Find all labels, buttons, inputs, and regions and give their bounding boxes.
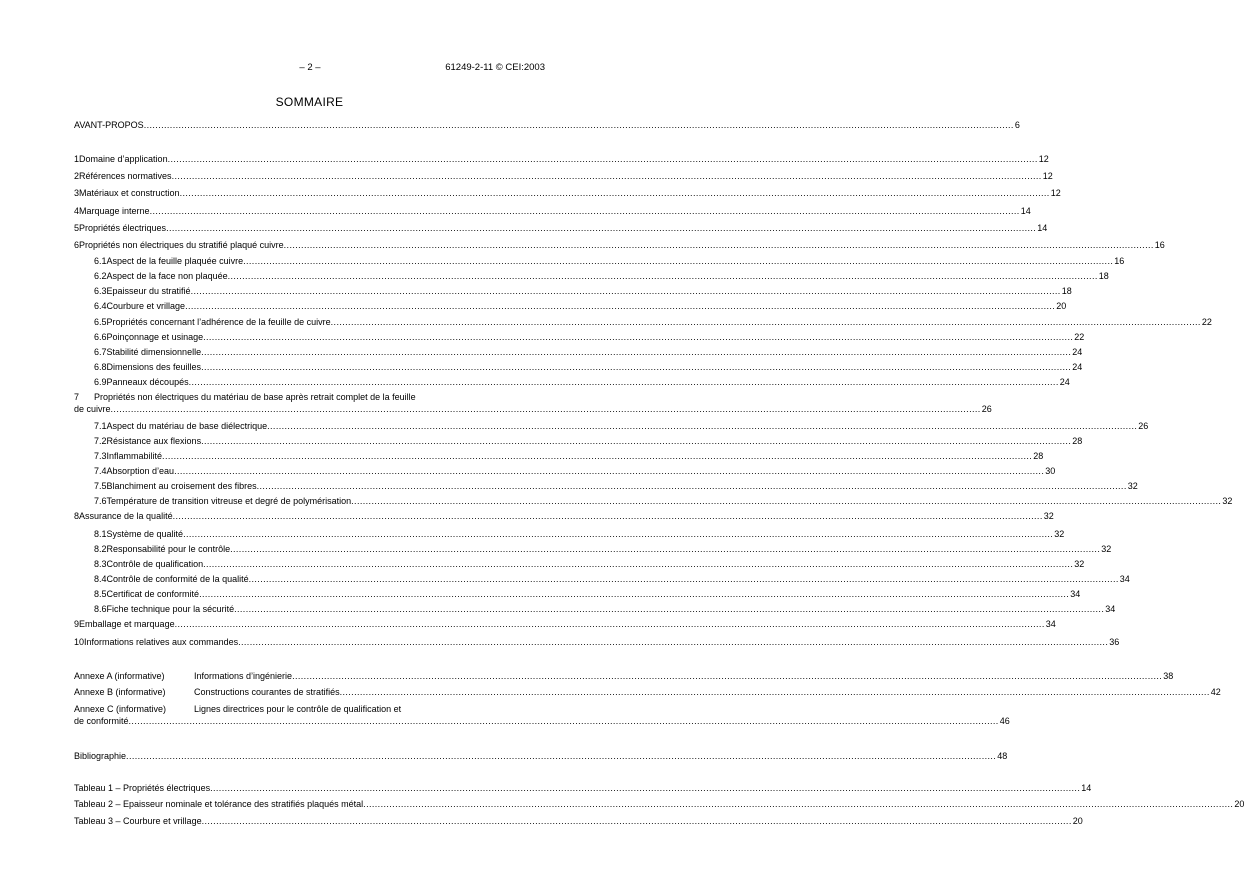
leader-dots: ............................................................................................................................................................................................................................................................................................................: [283, 240, 1154, 250]
toc-subentry[interactable]: 6.4 Courbure et vrillage ............................................................................................................................................................................................................................................................................................................ 20: [94, 301, 1067, 311]
toc-entry[interactable]: 9 Emballage et marquage ............................................................................................................................................................................................................................................................................................................ 34: [74, 619, 1056, 629]
toc-subentry[interactable]: 7.6 Température de transition vitreuse et degré de polymérisation ............................................................................................................................................................................................................................................................................................................ 32: [94, 496, 1233, 506]
toc-entry[interactable]: 2 Références normatives ............................................................................................................................................................................................................................................................................................................ 12: [74, 171, 1053, 181]
leader-dots: ............................................................................................................................................................................................................................................................................................................: [190, 286, 1061, 296]
toc-subentry[interactable]: 6.9 Panneaux découpés ............................................................................................................................................................................................................................................................................................................ 24: [94, 377, 1070, 387]
leader-dots: ............................................................................................................................................................................................................................................................................................................: [256, 481, 1127, 491]
leader-dots: ............................................................................................................................................................................................................................................................................................................: [183, 529, 1054, 539]
leader-dots: ............................................................................................................................................................................................................................................................................................................: [149, 206, 1020, 216]
document-reference: 61249-2-11 © CEI:2003: [445, 62, 545, 73]
toc-subentry[interactable]: 8.3 Contrôle de qualification ............................................................................................................................................................................................................................................................................................................ 32: [94, 559, 1085, 569]
toc-bibliography[interactable]: Bibliographie ............................................................................................................................................................................................................................................................................................................ 48: [74, 751, 1008, 761]
leader-dots: ............................................................................................................................................................................................................................................................................................................: [172, 511, 1043, 521]
toc-entry[interactable]: 3 Matériaux et construction ............................................................................................................................................................................................................................................................................................................ 12: [74, 188, 1061, 198]
toc-subentry[interactable]: 6.2 Aspect de la face non plaquée ............................................................................................................................................................................................................................................................................................................ 18: [94, 271, 1109, 281]
toc-subentry[interactable]: 8.6 Fiche technique pour la sécurité ............................................................................................................................................................................................................................................................................................................ 34: [94, 604, 1116, 614]
toc-table[interactable]: Tableau 2 – Epaisseur nominale et tolérance des stratifiés plaqués métal ............................................................................................................................................................................................................................................................................................................ 20: [74, 799, 1244, 809]
toc-entry-line1[interactable]: 7 Propriétés non électriques du matériau de base après retrait complet de la feuille: [74, 392, 416, 402]
leader-dots: ............................................................................................................................................................................................................................................................................................................: [243, 256, 1114, 266]
toc-subentry[interactable]: 6.3 Epaisseur du stratifié ............................................................................................................................................................................................................................................................................................................ 18: [94, 286, 1072, 296]
toc-subentry[interactable]: 8.1 Système de qualité ............................................................................................................................................................................................................................................................................................................ 32: [94, 529, 1065, 539]
toc-page: 6: [1014, 120, 1020, 130]
leader-dots: ............................................................................................................................................................................................................................................................................................................: [128, 716, 999, 726]
leader-dots: ............................................................................................................................................................................................................................................................................................................: [162, 451, 1033, 461]
leader-dots: ............................................................................................................................................................................................................................................................................................................: [199, 589, 1070, 599]
leader-dots: ............................................................................................................................................................................................................................................................................................................: [203, 332, 1074, 342]
toc-entry[interactable]: 8 Assurance de la qualité ............................................................................................................................................................................................................................................................................................................ 32: [74, 511, 1054, 521]
toc-subentry[interactable]: 6.7 Stabilité dimensionnelle ............................................................................................................................................................................................................................................................................................................ 24: [94, 347, 1083, 357]
page-title: SOMMAIRE: [275, 95, 344, 109]
leader-dots: ............................................................................................................................................................................................................................................................................................................: [339, 687, 1210, 697]
toc-subentry[interactable]: 7.4 Absorption d’eau ............................................................................................................................................................................................................................................................................................................ 30: [94, 466, 1056, 476]
leader-dots: ............................................................................................................................................................................................................................................................................................................: [171, 171, 1042, 181]
toc-entry-foreword[interactable]: [74, 119, 1020, 131]
toc-table[interactable]: Tableau 3 – Courbure et vrillage ............................................................................................................................................................................................................................................................................................................ 20: [74, 816, 1083, 826]
toc-subentry[interactable]: 7.3 Inflammabilité ............................................................................................................................................................................................................................................................................................................ 28: [94, 451, 1044, 461]
toc-entry[interactable]: 5 Propriétés électriques ............................................................................................................................................................................................................................................................................................................ 14: [74, 223, 1048, 233]
leader-dots: ............................................................................................................................................................................................................................................................................................................: [174, 466, 1045, 476]
leader-dots: ............................................................................................................................................................................................................................................................................................................: [166, 223, 1037, 233]
toc-entry[interactable]: 4 Marquage interne ............................................................................................................................................................................................................................................................................................................ 14: [74, 206, 1031, 216]
toc-annex[interactable]: Annexe B (informative) Constructions courantes de stratifiés ............................................................................................................................................................................................................................................................................................................ 42: [74, 687, 1221, 697]
leader-dots: ............................................................................................................................................................................................................................................................................................................: [201, 816, 1072, 826]
leader-dots: ............................................................................................................................................................................................................................................................................................................: [143, 120, 1014, 130]
leader-dots: ............................................................................................................................................................................................................................................................................................................: [126, 751, 997, 761]
toc-entry[interactable]: 1 Domaine d’application ............................................................................................................................................................................................................................................................................................................ 12: [74, 154, 1049, 164]
toc-subentry[interactable]: 7.2 Résistance aux flexions ............................................................................................................................................................................................................................................................................................................ 28: [94, 436, 1083, 446]
leader-dots: ............................................................................................................................................................................................................................................................................................................: [238, 637, 1109, 647]
toc-label: AVANT-PROPOS: [74, 120, 144, 130]
toc-table[interactable]: Tableau 1 – Propriétés électriques ............................................................................................................................................................................................................................................................................................................ 14: [74, 783, 1092, 793]
leader-dots: ............................................................................................................................................................................................................................................................................................................: [230, 544, 1101, 554]
toc-entry[interactable]: 6 Propriétés non électriques du stratifié plaqué cuivre ............................................................................................................................................................................................................................................................................................................ 16: [74, 240, 1165, 250]
toc-annex[interactable]: de conformité ............................................................................................................................................................................................................................................................................................................ 46: [74, 716, 1010, 726]
toc-subentry[interactable]: 6.5 Propriétés concernant l’adhérence de la feuille de cuivre ............................................................................................................................................................................................................................................................................................................ 22: [94, 317, 1212, 327]
leader-dots: ............................................................................................................................................................................................................................................................................................................: [185, 301, 1056, 311]
leader-dots: ............................................................................................................................................................................................................................................................................................................: [248, 574, 1119, 584]
leader-dots: ............................................................................................................................................................................................................................................................................................................: [201, 362, 1072, 372]
leader-dots: ............................................................................................................................................................................................................................................................................................................: [179, 188, 1050, 198]
leader-dots: ............................................................................................................................................................................................................................................................................................................: [267, 421, 1138, 431]
leader-dots: ............................................................................................................................................................................................................................................................................................................: [167, 154, 1038, 164]
toc-subentry[interactable]: 7.5 Blanchiment au croisement des fibres ............................................................................................................................................................................................................................................................................................................ 32: [94, 481, 1138, 491]
leader-dots: ............................................................................................................................................................................................................................................................................................................: [110, 404, 981, 414]
leader-dots: ............................................................................................................................................................................................................................................................................................................: [210, 783, 1081, 793]
toc-subentry[interactable]: 8.2 Responsabilité pour le contrôle ............................................................................................................................................................................................................................................................................................................ 32: [94, 544, 1112, 554]
toc-entry[interactable]: de cuivre ............................................................................................................................................................................................................................................................................................................ 26: [74, 404, 992, 414]
toc-subentry[interactable]: 8.5 Certificat de conformité ............................................................................................................................................................................................................................................................................................................ 34: [94, 589, 1081, 599]
leader-dots: ............................................................................................................................................................................................................................................................................................................: [363, 799, 1234, 809]
toc-annex-line1[interactable]: Annexe C (informative) Lignes directrices pour le contrôle de qualification et: [74, 704, 402, 714]
toc-entry[interactable]: 10 Informations relatives aux commandes ............................................................................................................................................................................................................................................................................................................ 36: [74, 637, 1120, 647]
leader-dots: ............................................................................................................................................................................................................................................................................................................: [201, 347, 1072, 357]
toc-annex[interactable]: Annexe A (informative) Informations d’ingénierie ............................................................................................................................................................................................................................................................................................................ 38: [74, 671, 1174, 681]
leader-dots: ............................................................................................................................................................................................................................................................................................................: [330, 317, 1201, 327]
leader-dots: ............................................................................................................................................................................................................................................................................................................: [292, 671, 1163, 681]
toc-subentry[interactable]: 6.8 Dimensions des feuilles ............................................................................................................................................................................................................................................................................................................ 24: [94, 362, 1083, 372]
page-number: – 2 –: [299, 62, 321, 73]
leader-dots: ............................................................................................................................................................................................................................................................................................................: [227, 271, 1098, 281]
toc-subentry[interactable]: 6.1 Aspect de la feuille plaquée cuivre ............................................................................................................................................................................................................................................................................................................ 16: [94, 256, 1125, 266]
leader-dots: ............................................................................................................................................................................................................................................................................................................: [203, 559, 1074, 569]
leader-dots: ............................................................................................................................................................................................................................................................................................................: [201, 436, 1072, 446]
leader-dots: ............................................................................................................................................................................................................................................................................................................: [234, 604, 1105, 614]
leader-dots: ............................................................................................................................................................................................................................................................................................................: [351, 496, 1222, 506]
leader-dots: ............................................................................................................................................................................................................................................................................................................: [174, 619, 1045, 629]
toc-subentry[interactable]: 7.1 Aspect du matériau de base diélectrique ............................................................................................................................................................................................................................................................................................................ 26: [94, 421, 1149, 431]
toc-subentry[interactable]: 8.4 Contrôle de conformité de la qualité ............................................................................................................................................................................................................................................................................................................ 34: [94, 574, 1130, 584]
leader-dots: ............................................................................................................................................................................................................................................................................................................: [188, 377, 1059, 387]
toc-subentry[interactable]: 6.6 Poinçonnage et usinage ............................................................................................................................................................................................................................................................................................................ 22: [94, 332, 1085, 342]
